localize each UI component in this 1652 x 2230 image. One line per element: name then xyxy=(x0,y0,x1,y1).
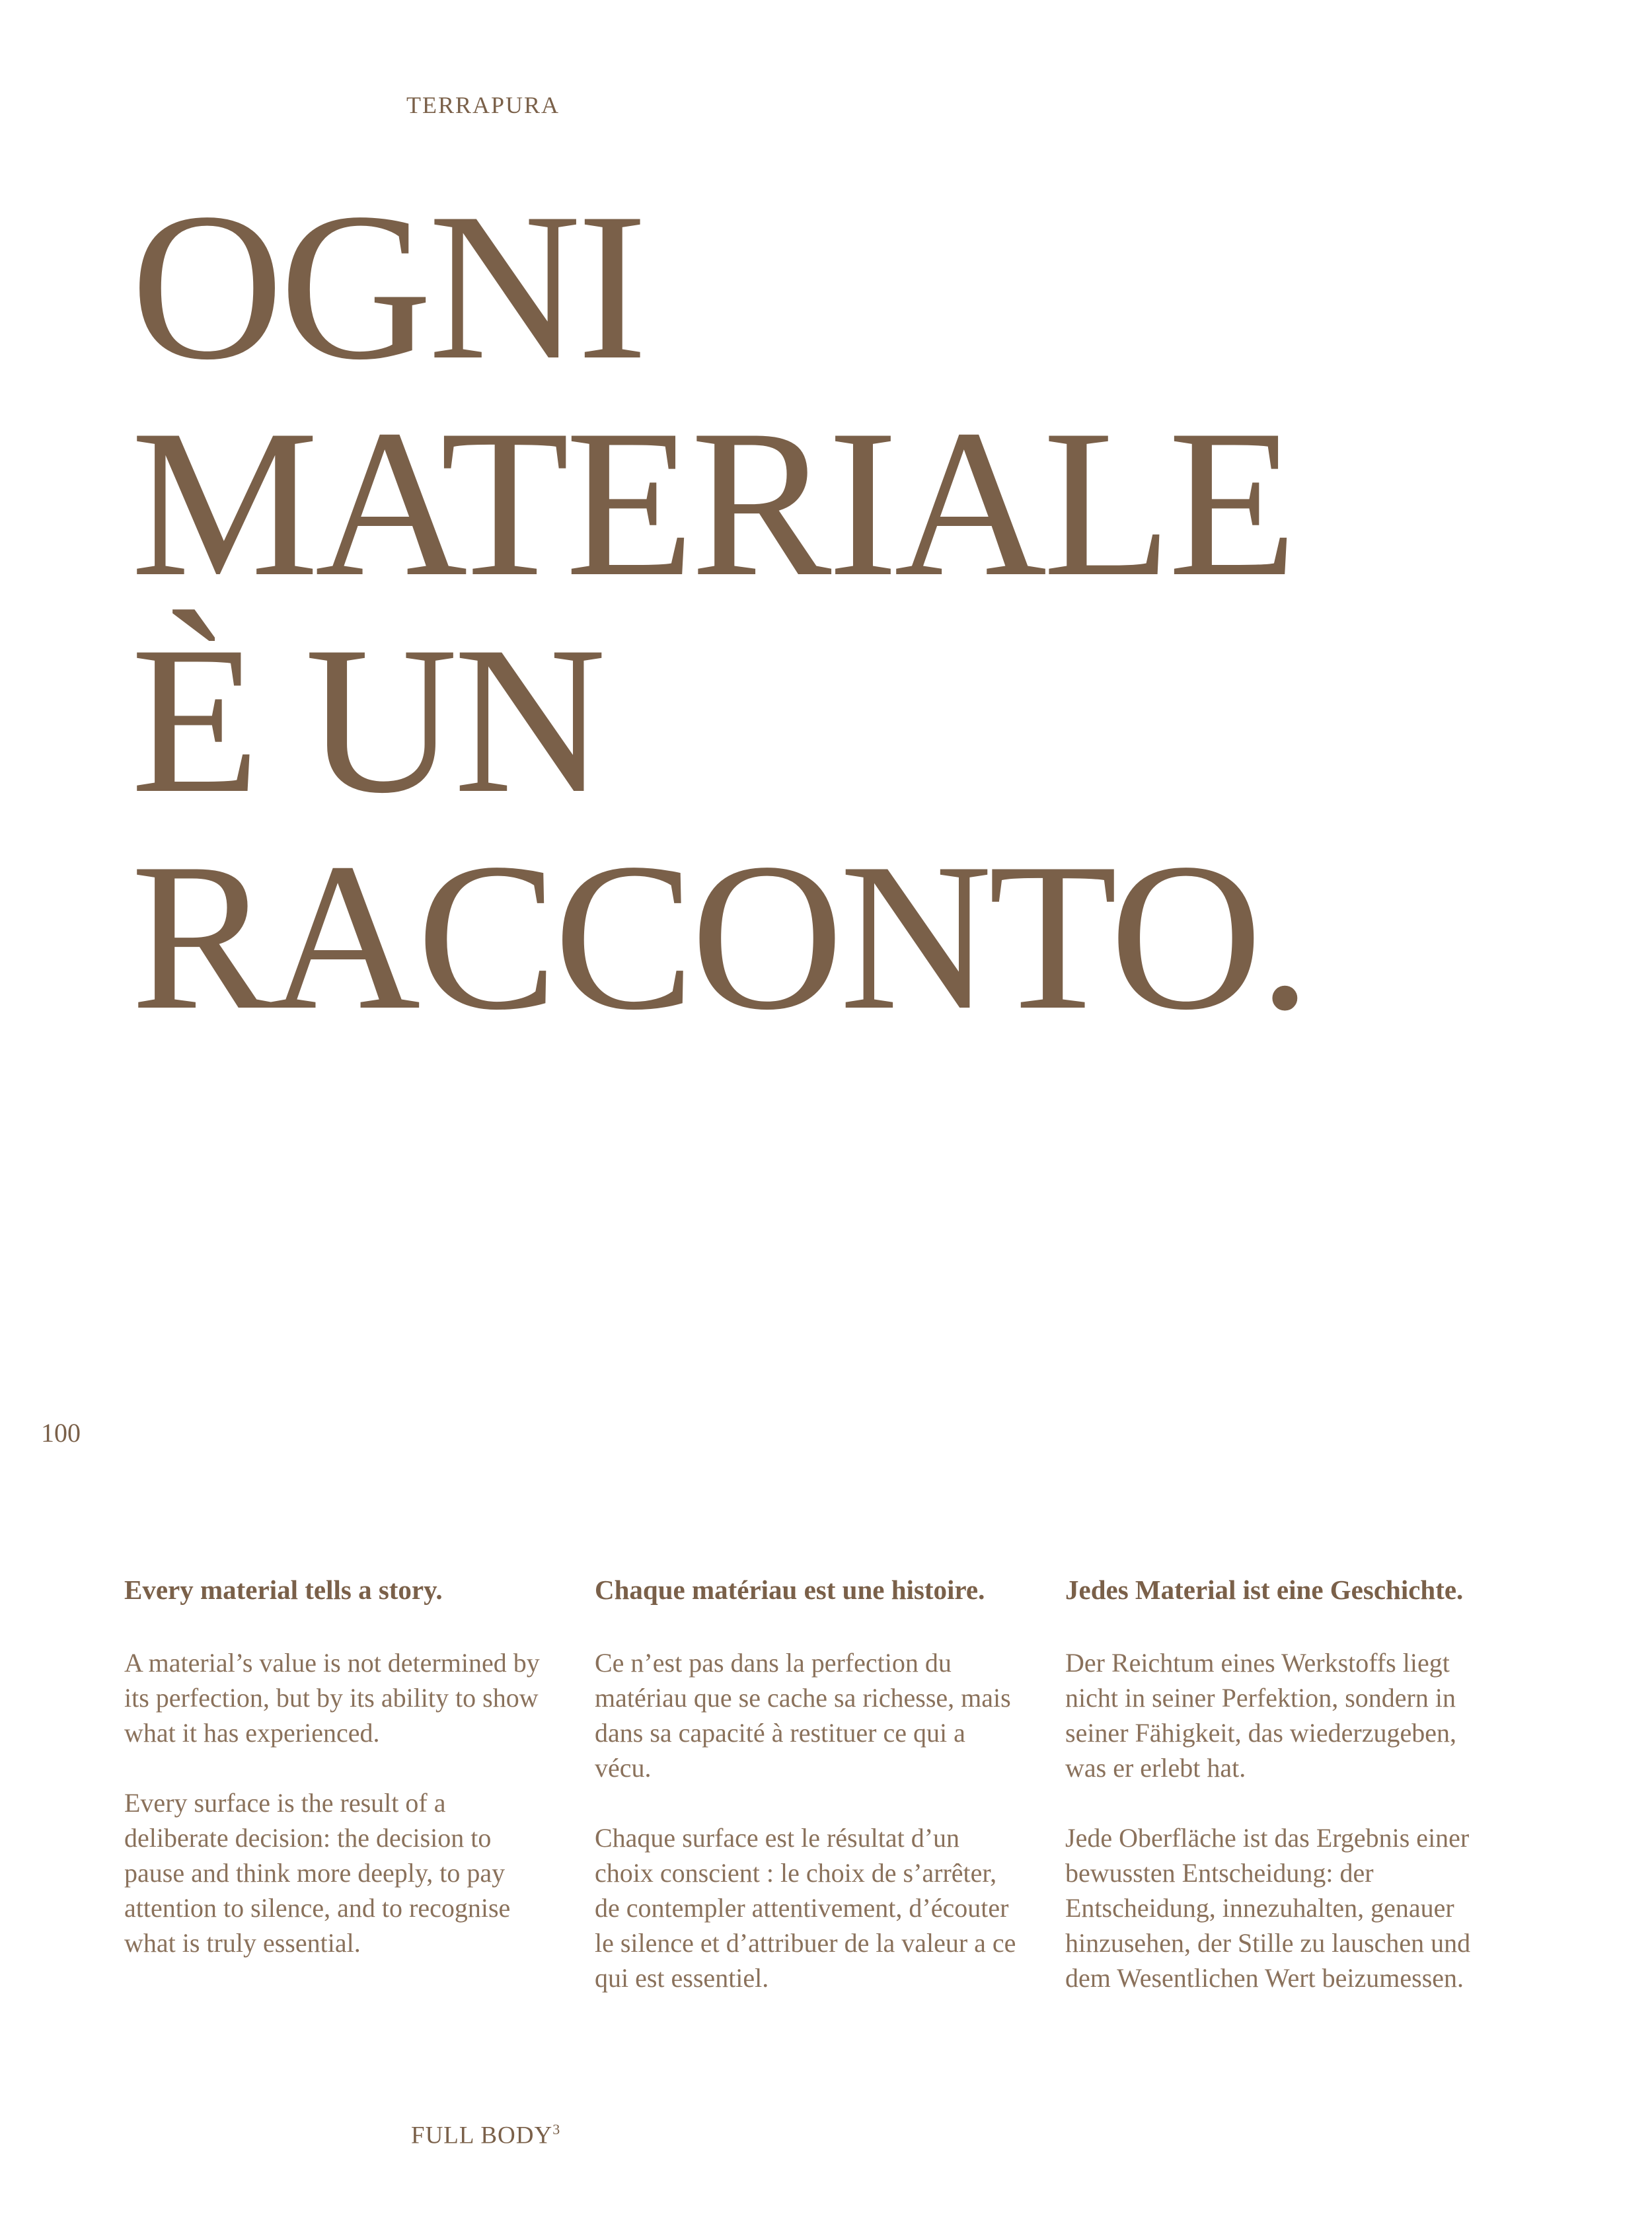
column-paragraph: Ce n’est pas dans la perfection du matériau que se cache sa richesse, mais dans sa capacité à restituer ce qui a vécu. xyxy=(595,1648,1011,1783)
footer-superscript: 3 xyxy=(552,2121,561,2137)
page-headline xyxy=(131,170,1308,1054)
headline-line-3: È UN xyxy=(131,603,603,837)
footer-label xyxy=(411,2121,560,2149)
headline-line-4: RACCONTO. xyxy=(131,820,1308,1054)
brand-label: TERRAPURA xyxy=(406,92,560,118)
column-paragraph: Jede Oberfläche ist das Ergebnis einer bewussten Entscheidung: der Entscheidung, innezuhalten, genauer hinzusehen, der Stille zu lauschen und dem Wesentlichen Wert beizumessen. xyxy=(1065,1823,1471,1993)
column-title: Jedes Material ist eine Geschichte. xyxy=(1065,1575,1464,1605)
footer-text: FULL BODY xyxy=(411,2122,553,2149)
column-paragraph: A material’s value is not determined by its perfection, but by its ability to show what it has experienced. xyxy=(124,1648,540,1748)
column-title: Every material tells a story. xyxy=(124,1575,443,1605)
headline-line-2: MATERIALE xyxy=(131,387,1294,620)
page-number: 100 xyxy=(41,1418,81,1448)
column-french xyxy=(595,1573,1024,2030)
column-paragraph: Chaque surface est le résultat d’un choix conscient : le choix de s’arrêter, de contempler attentivement, d’écouter le silence et d’attribuer de la valeur a ce qui est essentiel. xyxy=(595,1823,1016,1993)
column-paragraph: Every surface is the result of a deliberate decision: the decision to pause and think more deeply, to pay attention to silence, and to recognise what is truly essential. xyxy=(124,1788,511,1958)
column-german xyxy=(1065,1573,1495,2030)
column-english xyxy=(124,1573,554,2030)
column-paragraph: Der Reichtum eines Werkstoffs liegt nicht in seiner Perfektion, sondern in seiner Fähigkeit, das wiederzugeben, was er erlebt hat. xyxy=(1065,1648,1457,1783)
text-columns xyxy=(124,1573,1519,2030)
column-title: Chaque matériau est une histoire. xyxy=(595,1575,985,1605)
headline-line-1: OGNI xyxy=(131,170,644,404)
